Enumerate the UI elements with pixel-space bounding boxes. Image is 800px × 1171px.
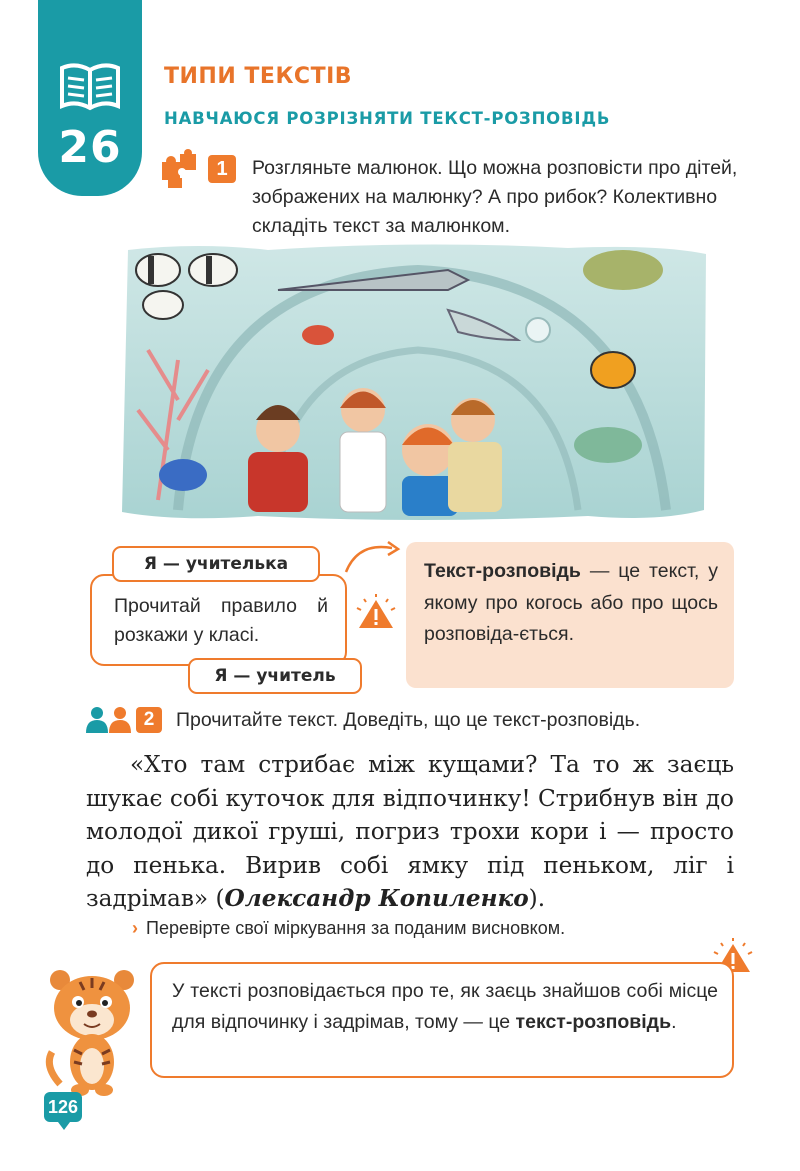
check-instruction [132,918,565,939]
page-title: ТИПИ ТЕКСТІВ [164,64,353,89]
role-tab-teacher-male: Я — учитель [188,658,362,694]
rule-prompt-text: Прочитай правило й розкажи у класі. [114,595,328,646]
story-author: Олександр Копиленко [224,885,529,912]
task-1-number: 1 [208,155,236,183]
attention-icon [355,594,397,630]
definition-text: — це текст, у якому про когось або про щось розповіда-ється. [424,560,718,645]
curved-arrow-icon [340,536,406,576]
pair-work-icon [86,707,132,733]
task-2-number: 2 [136,707,162,733]
lesson-number: 26 [58,122,122,173]
story-body: «Хто там стрибає між кущами? Та то ж заєць шукає собі куточок для відпочинку! Стрибнув він до молодої дикої груші, погриз трохи кори і — просто до пенька. Вирив собі ямку під пеньком, ліг і задрімав» ( [86,751,734,912]
task-2-text: Прочитайте текст. Доведіть, що це текст-розповідь. [176,709,641,731]
rule-prompt-box [90,574,347,666]
chevron-right-icon: › [132,918,138,938]
conclusion-text: У тексті розповідається про те, як заєць знайшов собі місце для відпочинку і задрімав, тому — це [172,980,718,1033]
aquarium-illustration [118,240,710,524]
definition-box [406,542,734,688]
page-number: 126 [44,1092,82,1122]
story-end: ). [528,885,546,912]
definition-term: Текст-розповідь [424,560,581,582]
conclusion-box [150,962,734,1078]
role-tab-teacher-female: Я — учителька [112,546,320,582]
task-1-text: Розгляньте малюнок. Що можна розповісти про дітей, зображених на малюнку? А про рибок? Колективно складіть текст за малюнком. [252,157,738,237]
lesson-badge [38,0,142,196]
tiger-mascot-icon [40,966,144,1098]
page-subtitle: НАВЧАЮСЯ РОЗРІЗНЯТИ ТЕКСТ-РОЗПОВІДЬ [164,109,611,128]
conclusion-term: текст-розповідь [515,1011,672,1033]
check-text: Перевірте свої міркування за поданим висновком. [146,918,566,938]
story-text [86,748,734,916]
puzzle-icon [160,148,206,188]
conclusion-end: . [671,1011,677,1033]
open-book-icon [58,62,122,114]
